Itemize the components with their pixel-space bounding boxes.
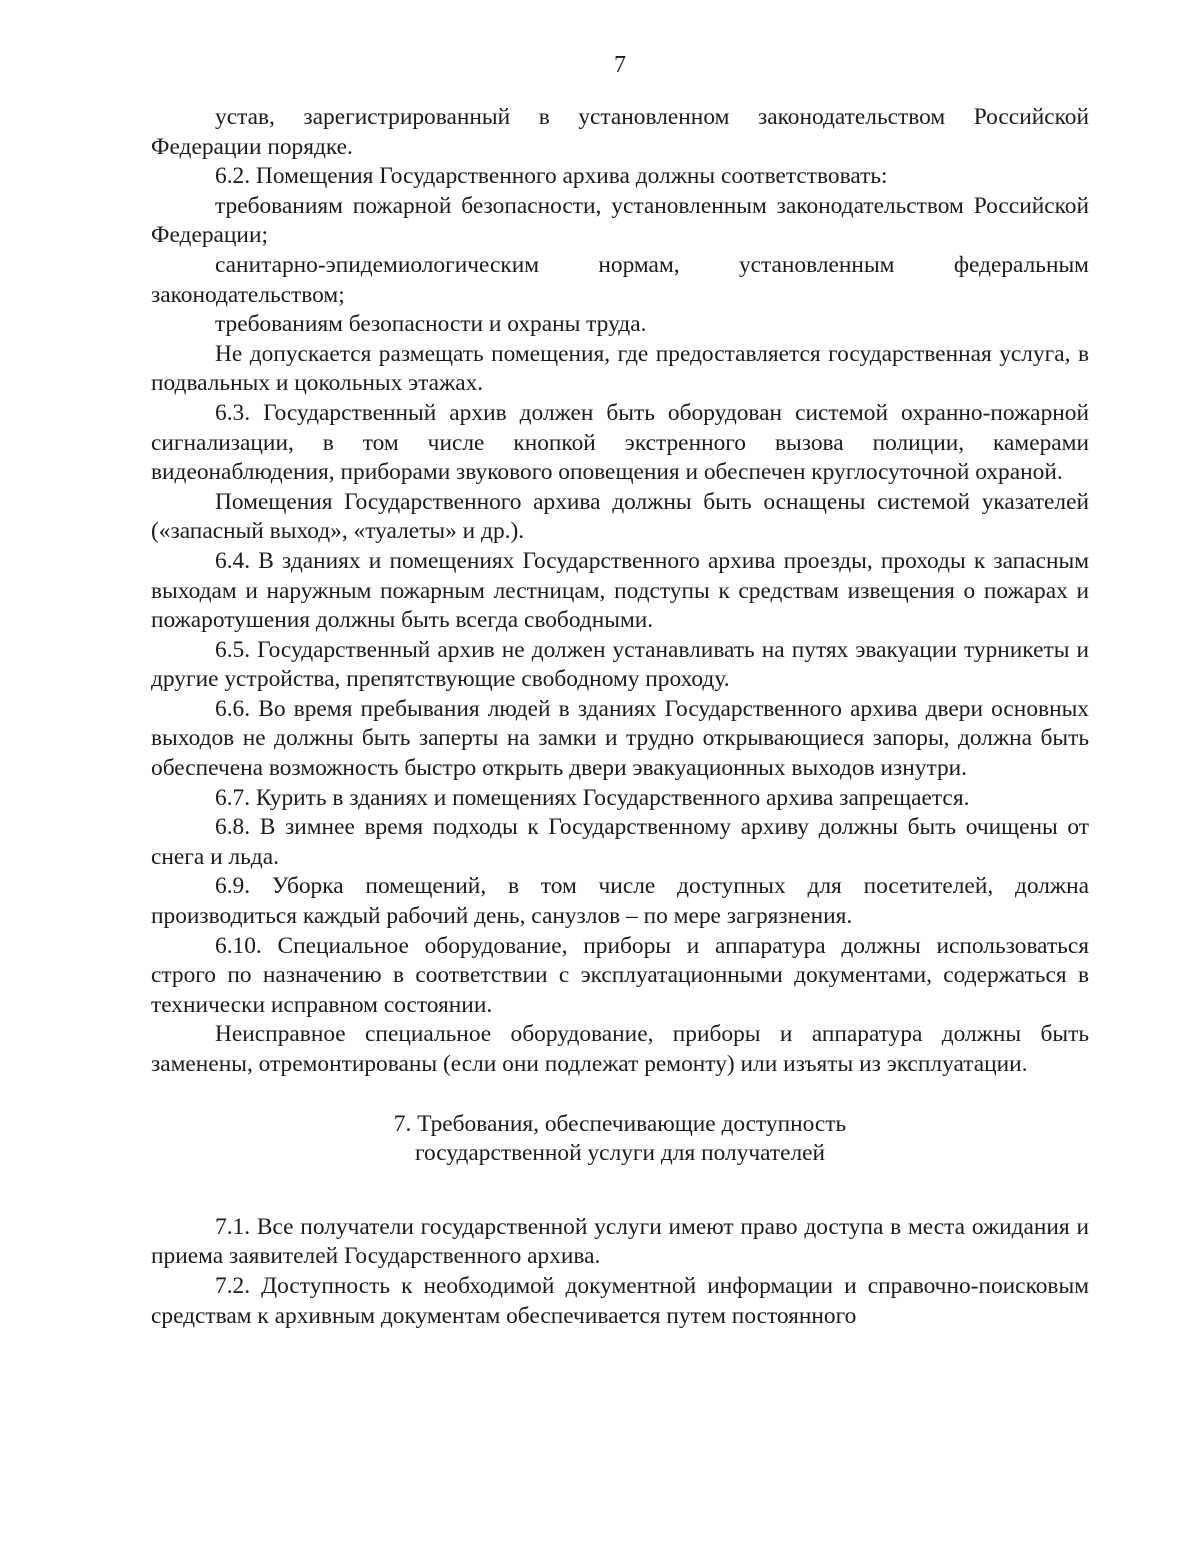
paragraph-6-8: 6.8. В зимнее время подходы к Государственному архиву должны быть очищены от снега и льда. (151, 814, 1089, 870)
paragraph-basement-restriction: Не допускается размещать помещения, где предоставляется государственная услуга, в подвальных и цокольных этажах. (151, 340, 1089, 397)
paragraph-6-10: 6.10. Специальное оборудование, приборы и аппаратура должны использоваться строго по назначению в соответствии с эксплуатационными документами, содержаться в технически исправном состоянии. (151, 932, 1089, 1018)
paragraph-6-6: 6.6. Во время пребывания людей в зданиях Государственного архива двери основных выходов не должны быть заперты на замки и трудно открывающиеся запоры, должна быть обеспечена возможность быстро открыть двери эвакуационных выходов изнутри. (151, 695, 1089, 782)
paragraph-6-4: 6.4. В зданиях и помещениях Государственного архива проезды, проходы к запасным выходам и наружным пожарным лестницам, подступы к средствам извещения о пожарах и пожаротушения должны быть всегда свободными. (151, 547, 1089, 634)
paragraph-6-3: 6.3. Государственный архив должен быть оборудован системой охранно-пожарной сигнализации, в том числе кнопкой экстренного вызова полиции, камерами видеонаблюдения, приборами звукового оповещения и обеспечен круглосуточной охраной. (151, 399, 1089, 486)
paragraph-6-5: 6.5. Государственный архив не должен устанавливать на путях эвакуации турникеты и другие устройства, препятствующие свободному проходу. (151, 636, 1089, 693)
paragraph-7-1: 7.1. Все получатели государственной услуги имеют право доступа в места ожидания и приема заявителей Государственного архива. (151, 1213, 1089, 1270)
paragraph-fire-safety: требованиям пожарной безопасности, установленным законодательством Российской Федерации; (151, 192, 1089, 249)
paragraph-signage: Помещения Государственного архива должны быть оснащены системой указателей («запасный выход», «туалеты» и др.). (151, 488, 1089, 545)
paragraph-faulty-equipment: Неисправное специальное оборудование, приборы и аппаратура должны быть заменены, отремонтированы (если они подлежат ремонту) или изъяты из эксплуатации. (151, 1021, 1089, 1077)
document-body (151, 103, 1089, 1331)
paragraph-7-2: 7.2. Доступность к необходимой документной информации и справочно-поисковым средствам к архивным документам обеспечивается путем постоянного (151, 1272, 1089, 1329)
section-7-heading (151, 1110, 1089, 1169)
paragraph-charter-continuation: устав, зарегистрированный в установленном законодательством Российской Федерации порядке. (151, 104, 1089, 160)
paragraph-6-9: 6.9. Уборка помещений, в том числе доступных для посетителей, должна производиться каждый рабочий день, санузлов – по мере загрязнения. (151, 873, 1089, 930)
section-7-heading-line-2: государственной услуги для получателей (414, 1140, 826, 1167)
paragraph-6-2: 6.2. Помещения Государственного архива должны соответствовать: (215, 163, 888, 190)
page-number: 7 (614, 52, 626, 78)
section-7-heading-line-1: 7. Требования, обеспечивающие доступность (393, 1110, 847, 1137)
paragraph-labor-safety: требованиям безопасности и охраны труда. (215, 311, 647, 338)
paragraph-sanitary-norms: санитарно-эпидемиологическим нормам, установленным федеральным законодательством; (151, 251, 1089, 308)
paragraph-6-7: 6.7. Курить в зданиях и помещениях Государственного архива запрещается. (215, 784, 970, 811)
